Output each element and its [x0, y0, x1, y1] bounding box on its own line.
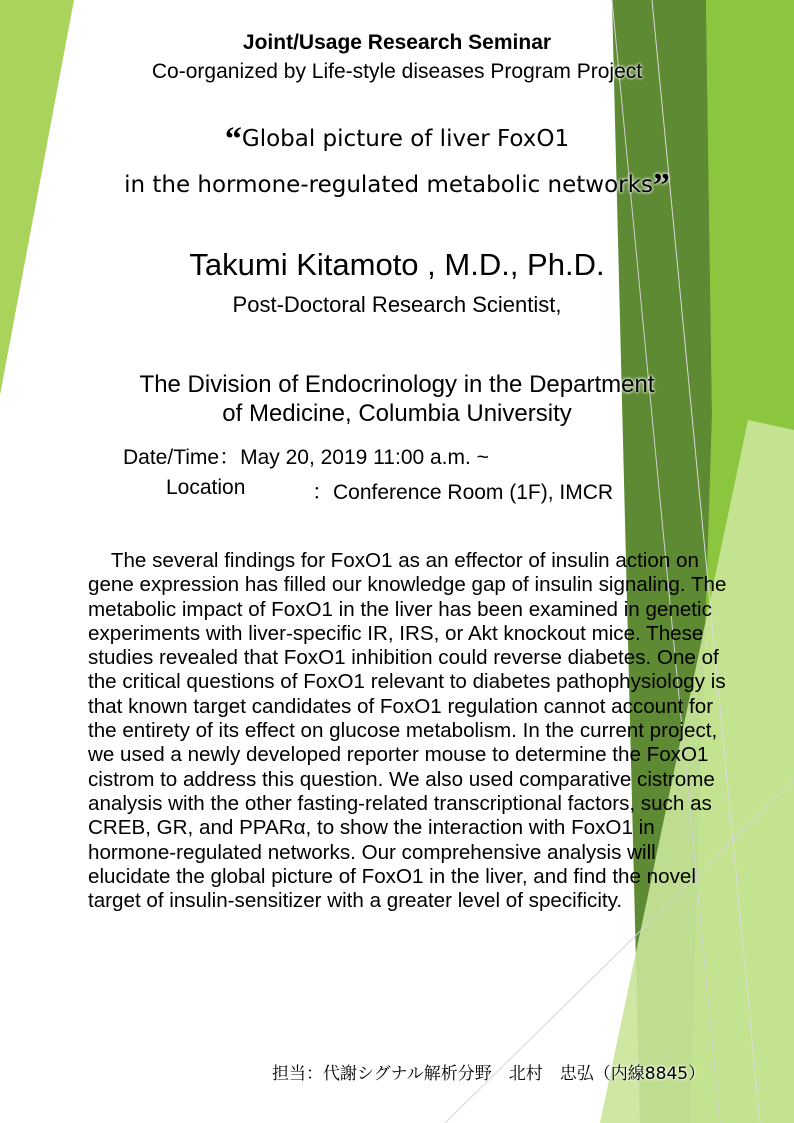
speaker-name: Takumi Kitamoto , M.D., Ph.D. — [189, 247, 605, 282]
coorganizer-line: Co-organized by Life-style diseases Program Project — [151, 60, 643, 83]
open-quote: “ — [224, 121, 242, 158]
close-quote: ” — [652, 167, 670, 204]
location-value: ：Conference Room (1F), IMCR — [312, 481, 614, 504]
abstract-text: The several findings for FoxO1 as an effector of insulin action on gene expression has filled our knowledge gap of insulin signaling. The metabolic impact of FoxO1 in the liver has been examined in genetic experiments with liver-specific IR, IRS, or Akt knockout mice. These studies revealed that FoxO1 inhibition could reverse diabetes. One of the critical questions of FoxO1 relevant to diabetes pathophysiology is that known target candidates of FoxO1 regulation cannot account for the entirety of its effect on glucose metabolism. In the current project, we used a newly developed reporter mouse to determine the FoxO1 cistrom to address this question. We also used comparative cistrome analysis with the other fasting-related transcriptional factors, such as CREB, GR, and PPARα, to show the interaction with FoxO1 in hormone-regulated networks. Our comprehensive analysis will elucidate the global picture of FoxO1 in the liver, and find the novel target of insulin-sensitizer with a greater level of specificity. — [88, 549, 727, 913]
talk-title-line-1: “Global picture of liver FoxO1 — [224, 121, 570, 158]
contact-line: 担当：代謝シグナル解析分野 北村 忠弘（内線8845） — [272, 1064, 706, 1084]
affiliation-line-2: of Medicine, Columbia University — [222, 400, 572, 427]
speaker-affiliation — [0, 370, 794, 428]
date-time — [123, 441, 489, 471]
date-value: ：May 20, 2019 11:00 a.m. ~ — [219, 446, 489, 469]
seminar-title: Joint/Usage Research Seminar — [242, 31, 552, 54]
talk-title-line-2: in the hormone-regulated metabolic networks” — [124, 167, 670, 204]
location-label: Location — [166, 476, 246, 499]
affiliation-line-1: The Division of Endocrinology in the Department — [139, 371, 655, 398]
date-label: Date/Time — [123, 446, 220, 469]
speaker-position: Post-Doctoral Research Scientist, — [232, 292, 562, 317]
